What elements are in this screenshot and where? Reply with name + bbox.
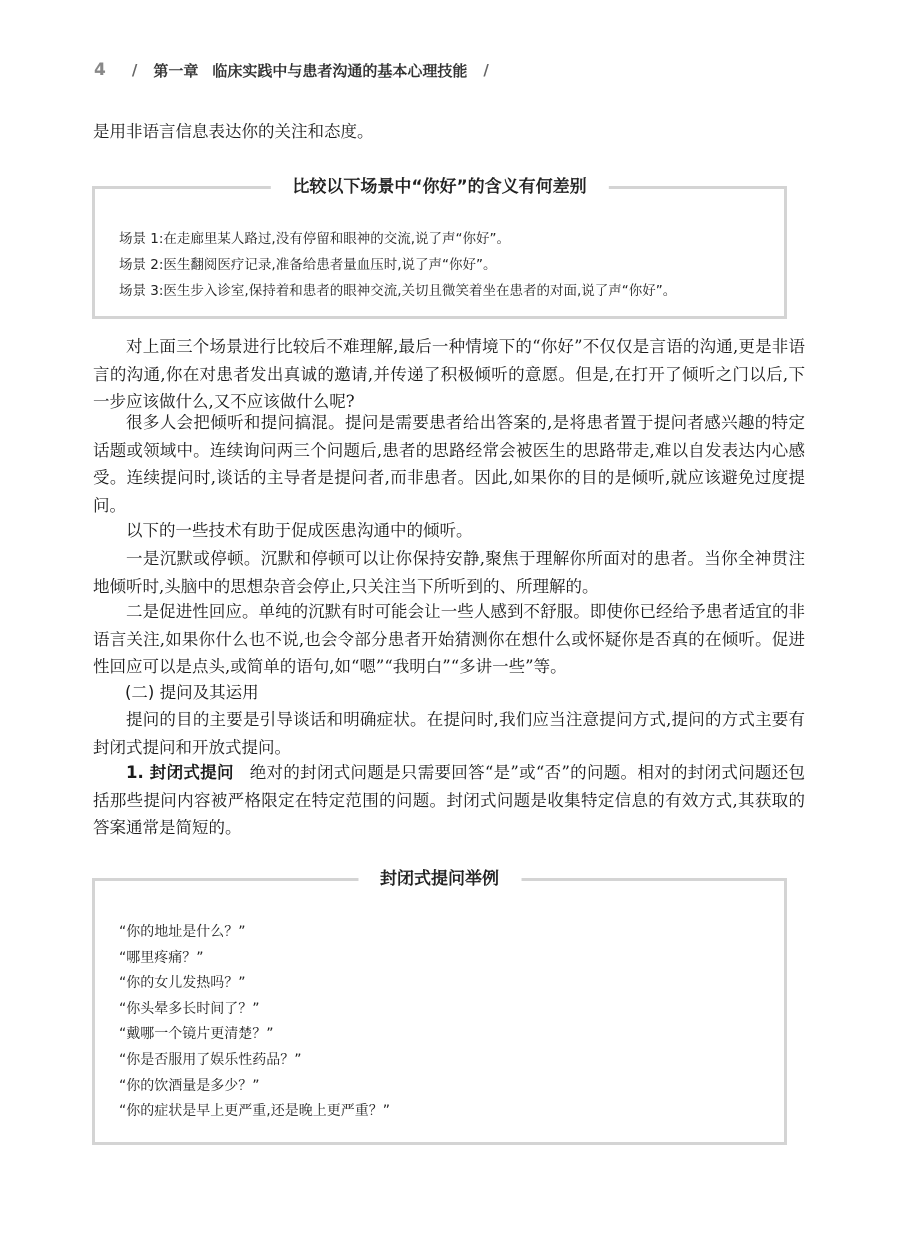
scene-item: 场景 1:在走廊里某人路过,没有停留和眼神的交流,说了声“你好”。: [119, 231, 510, 247]
example-item: “你的症状是早上更严重,还是晚上更严重？”: [119, 1103, 390, 1120]
intro-line: 是用非语言信息表达你的关注和态度。: [93, 122, 374, 141]
example-item: “你的女儿发热吗？”: [119, 975, 246, 992]
paragraph-5: 二是促进性回应。单纯的沉默有时可能会让一些人感到不舒服。即使你已经给予患者适宜的非语言关注,如果你什么也不说,也会令部分患者开始猜测你在想什么或怀疑你是否真的在倾听。促进性回应可以是点头,或简单的语句,如“嗯”“我明白”“多讲一些”等。: [93, 602, 805, 676]
paragraph-1: 对上面三个场景进行比较后不难理解,最后一种情境下的“你好”不仅仅是言语的沟通,更是非语言的沟通,你在对患者发出真诚的邀请,并传递了积极倾听的意愿。但是,在打开了倾听之门以后,下一步应该做什么,又不应该做什么呢?: [93, 337, 805, 411]
example-item: “你是否服用了娱乐性药品？”: [119, 1051, 302, 1068]
chapter-title: 临床实践中与患者沟通的基本心理技能: [212, 61, 468, 80]
example-item: “戴哪一个镜片更清楚？”: [119, 1026, 274, 1043]
paragraph-2: 很多人会把倾听和提问搞混。提问是需要患者给出答案的,是将患者置于提问者感兴趣的特定话题或领域中。连续询问两三个问题后,患者的思路经常会被医生的思路带走,难以自发表达内心感受。连续提问时,谈话的主导者是提问者,而非患者。因此,如果你的目的是倾听,就应该避免过度提问。: [93, 413, 805, 515]
paragraph-6: 提问的目的主要是引导谈话和明确症状。在提问时,我们应当注意提问方式,提问的方式主要有封闭式提问和开放式提问。: [93, 710, 805, 757]
example-item: “哪里疼痛？”: [119, 949, 204, 966]
page-number: 4: [94, 60, 106, 80]
examples-box: [92, 869, 787, 1145]
example-item: “你头晕多长时间了？”: [119, 1000, 260, 1017]
example-item: “你的地址是什么？”: [119, 924, 246, 940]
scenes-box-title: 比较以下场景中“你好”的含义有何差别: [270, 172, 608, 197]
examples-list: [119, 920, 390, 1125]
scenes-box: [92, 177, 787, 319]
paragraph-3: 以下的一些技术有助于促成医患沟通中的倾听。: [126, 521, 473, 540]
paragraph-4: 一是沉默或停顿。沉默和停顿可以让你保持安静,聚焦于理解你所面对的患者。当你全神贯注地倾听时,头脑中的思想杂音会停止,只关注当下所听到的、所理解的。: [93, 549, 805, 596]
examples-box-title: 封闭式提问举例: [358, 864, 521, 889]
paragraph-7: [93, 759, 805, 842]
closed-question-heading: 1. 封闭式提问: [126, 763, 234, 782]
header-separator-end: /: [483, 61, 489, 79]
running-header: [94, 58, 489, 82]
header-separator: /: [131, 61, 138, 79]
example-item: “你的饮酒量是多少？”: [119, 1077, 260, 1094]
scene-item: 场景 3:医生步入诊室,保持着和患者的眼神交流,关切且微笑着坐在患者的对面,说了声“你好”。: [119, 283, 677, 299]
chapter-label: 第一章: [153, 61, 199, 80]
paragraph-7-text: 绝对的封闭式问题是只需要回答“是”或“否”的问题。相对的封闭式问题还包括那些提问内容被严格限定在特定范围的问题。封闭式问题是收集特定信息的有效方式,其获取的答案通常是简短的。: [93, 763, 805, 837]
scene-item: 场景 2:医生翻阅医疗记录,准备给患者量血压时,说了声“你好”。: [119, 257, 497, 273]
section-subheading: (二) 提问及其运用: [125, 683, 259, 702]
scenes-list: [119, 226, 676, 304]
